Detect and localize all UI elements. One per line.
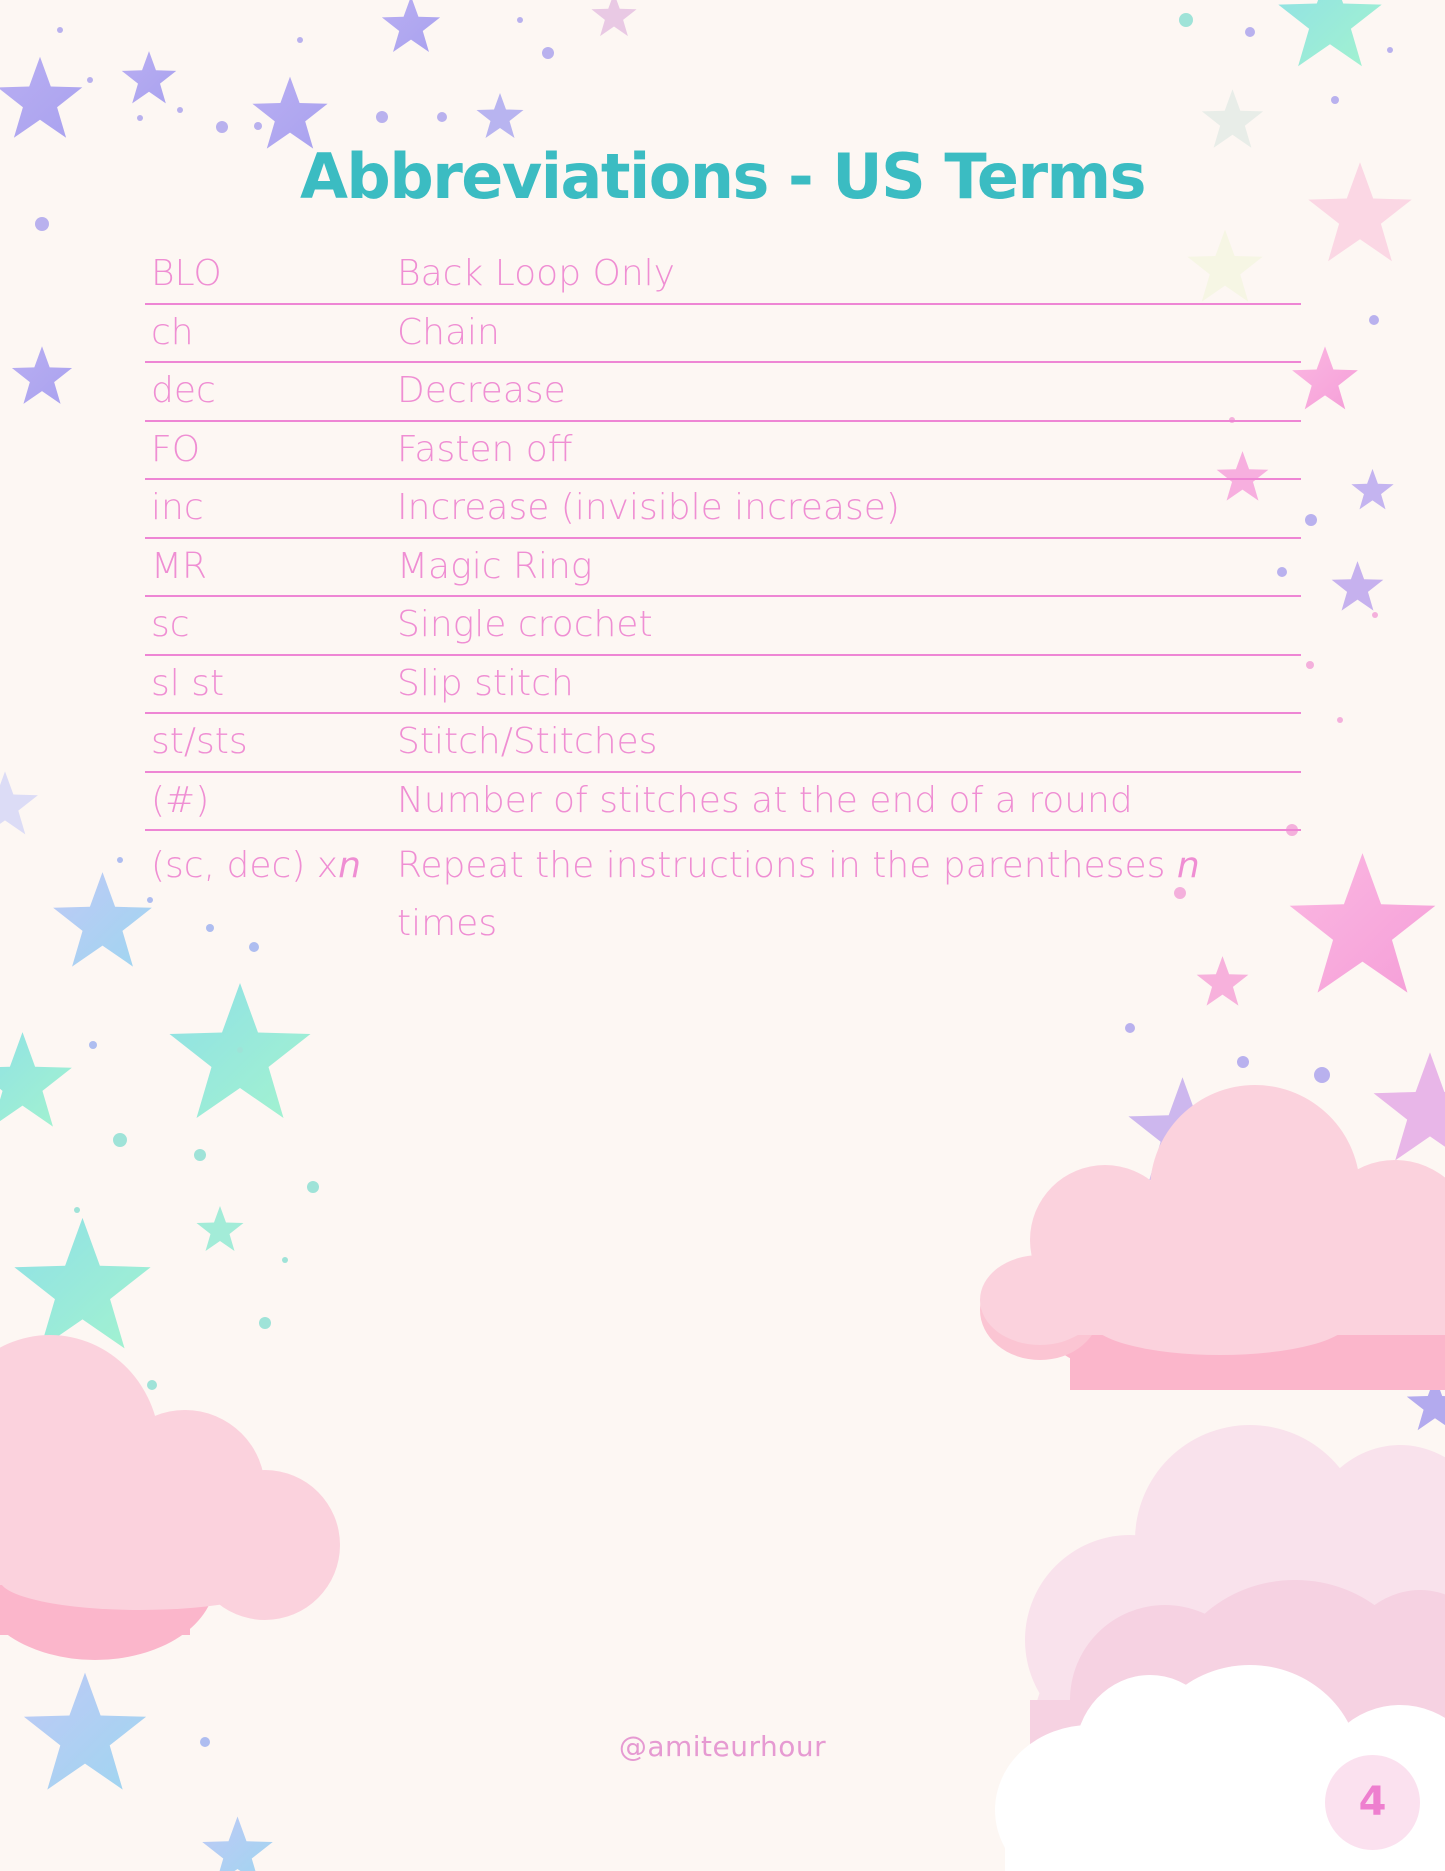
abbr-variable: n [338, 845, 361, 886]
star-icon [0, 1032, 72, 1127]
table-row [145, 246, 1301, 305]
abbreviation-cell: (#) [151, 779, 210, 821]
abbreviation-cell: st/sts [151, 721, 248, 763]
abbreviation-cell: dec [151, 370, 216, 412]
star-icon [1278, 0, 1381, 66]
table-row [145, 480, 1301, 539]
star-icon [1292, 346, 1358, 409]
meaning-suffix: times [397, 903, 498, 944]
star-icon [1290, 853, 1436, 993]
star-icon [12, 346, 72, 404]
star-icon [1351, 469, 1393, 510]
table-row-repeat [145, 831, 1301, 953]
abbreviation-cell: FO [151, 428, 201, 470]
meaning-cell: Stitch/Stitches [397, 721, 658, 763]
abbreviation-cell: MR [151, 545, 208, 587]
abbreviation-cell: BLO [151, 253, 222, 295]
social-handle: @amiteurhour [618, 1730, 827, 1763]
table-row [145, 422, 1301, 481]
meaning-cell: Chain [397, 311, 500, 353]
abbreviations-table [145, 246, 1301, 953]
table-row [145, 363, 1301, 422]
abbreviation-cell: sl st [151, 662, 225, 704]
meaning-cell: Slip stitch [397, 662, 574, 704]
abbr-prefix: (sc, dec) x [151, 845, 339, 886]
meaning-prefix: Repeat the instructions in the parentheses [397, 845, 1177, 886]
star-icon [0, 57, 82, 138]
star-icon [1197, 956, 1249, 1006]
meaning-cell: Single crochet [397, 604, 653, 646]
table-row [145, 656, 1301, 715]
star-icon [382, 0, 440, 52]
table-row [145, 539, 1301, 598]
meaning-variable: n [1176, 845, 1200, 886]
meaning-cell: Fasten off [397, 428, 573, 470]
table-row [145, 714, 1301, 773]
cloud-decoration [980, 1085, 1445, 1390]
star-icon [1374, 1052, 1445, 1160]
meaning-cell [397, 837, 1301, 953]
meaning-cell: Back Loop Only [397, 253, 675, 295]
star-icon [477, 93, 524, 138]
star-icon [0, 771, 38, 834]
star-icon [122, 51, 177, 103]
meaning-cell: Number of stitches at the end of a round [397, 779, 1133, 821]
page-title: Abbreviations - US Terms [299, 140, 1146, 213]
abbreviation-cell: ch [151, 311, 194, 353]
page-number: 4 [1325, 1755, 1420, 1850]
table-row [145, 597, 1301, 656]
meaning-cell: Decrease [397, 370, 566, 412]
table-row [145, 773, 1301, 832]
table-row [145, 305, 1301, 364]
star-icon [591, 0, 636, 36]
meaning-cell: Magic Ring [397, 545, 593, 587]
cloud-decoration [0, 1335, 340, 1660]
star-icon [1332, 561, 1384, 611]
star-icon [53, 872, 152, 967]
abbreviation-cell [145, 837, 397, 895]
abbreviation-cell: inc [151, 487, 204, 529]
star-icon [197, 1206, 244, 1251]
star-icon [202, 1817, 273, 1871]
star-icon [252, 77, 327, 149]
star-icon [14, 1218, 150, 1349]
abbreviation-cell: sc [151, 604, 190, 646]
meaning-cell: Increase (invisible increase) [397, 487, 900, 529]
